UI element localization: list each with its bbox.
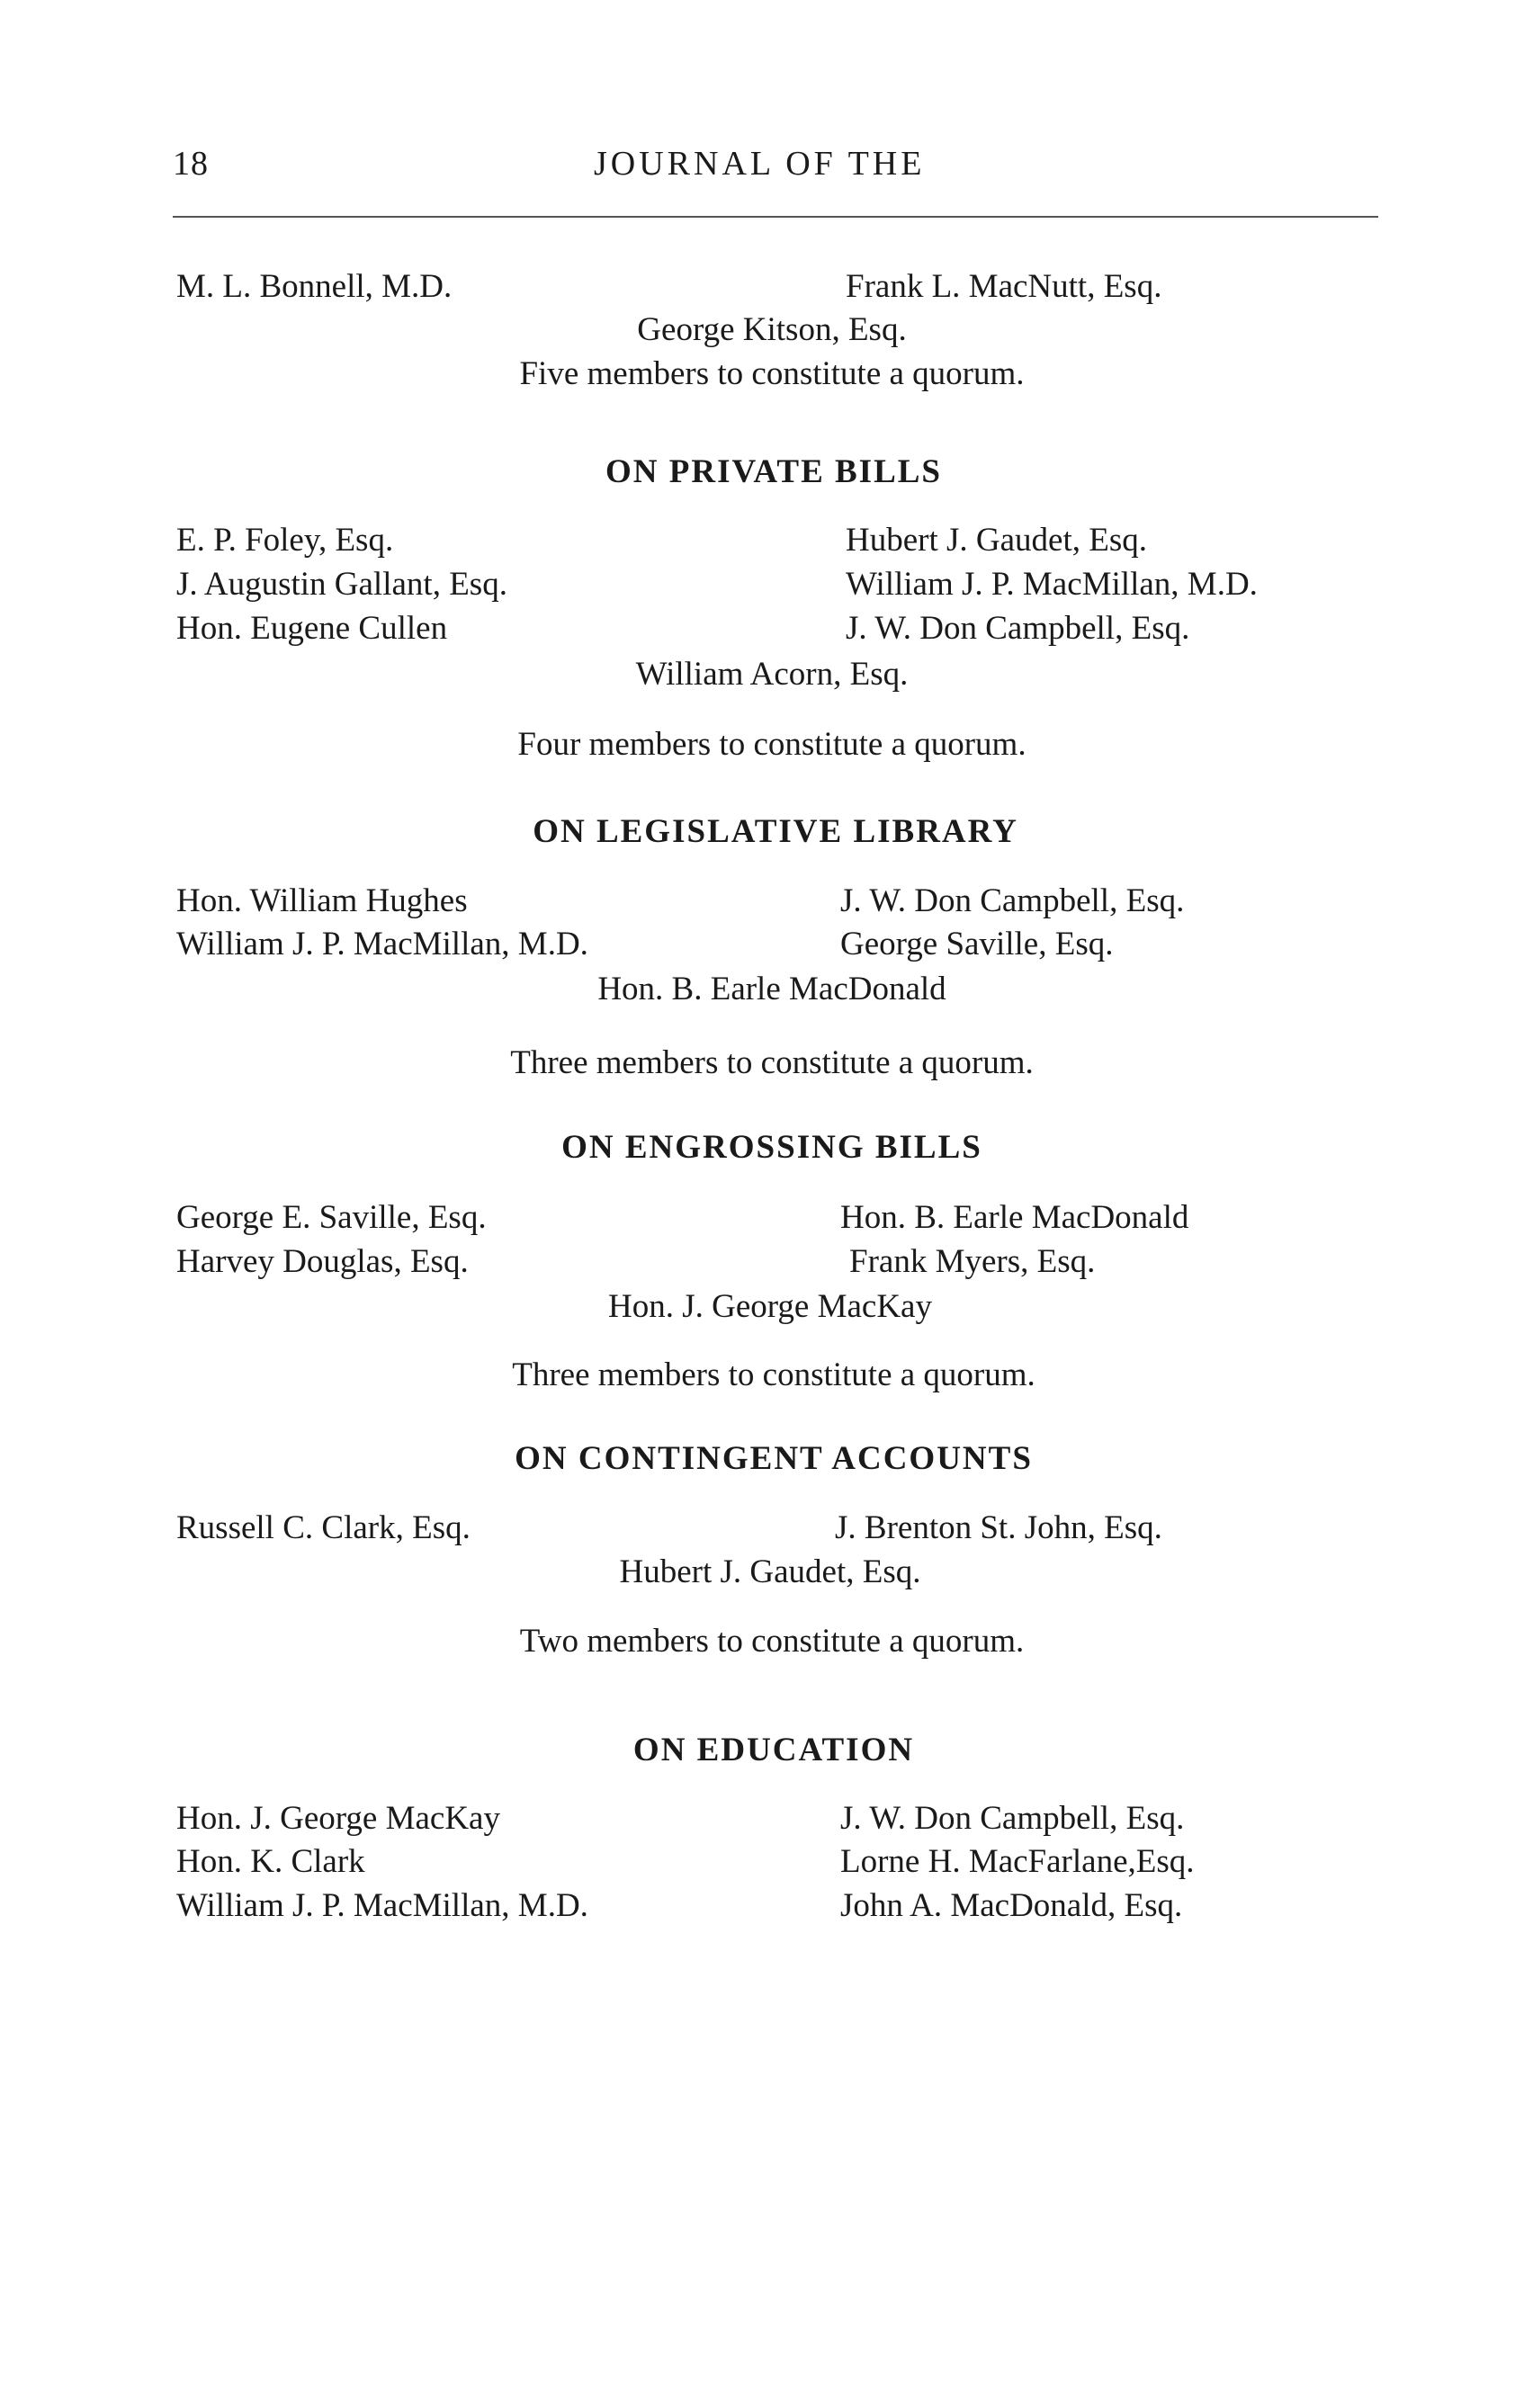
header-rule [173, 216, 1378, 218]
member-left: M. L. Bonnell, M.D. [176, 268, 453, 305]
member-right: Hubert J. Gaudet, Esq. [846, 522, 1147, 559]
quorum-note: Four members to constitute a quorum. [517, 726, 1026, 763]
member-right: Frank Myers, Esq. [849, 1243, 1096, 1280]
member-right: George Saville, Esq. [840, 926, 1114, 962]
member-left: Hon. Eugene Cullen [176, 610, 448, 647]
quorum-note: Three members to constitute a quorum. [510, 1044, 1034, 1081]
member-left: Hon. William Hughes [176, 882, 468, 919]
member-left: J. Augustin Gallant, Esq. [176, 566, 507, 603]
quorum-note: Two members to constitute a quorum. [519, 1623, 1025, 1660]
member-right: Lorne H. MacFarlane,Esq. [840, 1843, 1195, 1880]
running-title: JOURNAL OF THE [594, 145, 926, 183]
member-right: Frank L. MacNutt, Esq. [846, 268, 1162, 305]
member-center: Hon. J. George MacKay [608, 1288, 932, 1325]
section-heading-engrossing-bills: ON ENGROSSING BILLS [561, 1129, 982, 1166]
member-left: E. P. Foley, Esq. [176, 522, 394, 559]
member-center: Hubert J. Gaudet, Esq. [619, 1553, 921, 1590]
page-number: 18 [173, 145, 209, 183]
member-left: Hon. J. George MacKay [176, 1800, 500, 1837]
member-right: J. Brenton St. John, Esq. [835, 1509, 1162, 1546]
member-right: J. W. Don Campbell, Esq. [846, 610, 1190, 647]
member-center: William Acorn, Esq. [635, 656, 909, 693]
member-center: Hon. B. Earle MacDonald [597, 971, 946, 1007]
quorum-note: Three members to constitute a quorum. [512, 1356, 1035, 1393]
member-right: William J. P. MacMillan, M.D. [846, 566, 1258, 603]
member-left: Russell C. Clark, Esq. [176, 1509, 471, 1546]
member-left: Harvey Douglas, Esq. [176, 1243, 469, 1280]
member-right: J. W. Don Campbell, Esq. [840, 882, 1185, 919]
member-left: George E. Saville, Esq. [176, 1199, 487, 1236]
member-left: Hon. K. Clark [176, 1843, 365, 1880]
section-heading-private-bills: ON PRIVATE BILLS [605, 453, 943, 490]
section-heading-legislative-library: ON LEGISLATIVE LIBRARY [533, 813, 1018, 850]
member-right: John A. MacDonald, Esq. [840, 1887, 1183, 1924]
member-right: J. W. Don Campbell, Esq. [840, 1800, 1185, 1837]
member-left: William J. P. MacMillan, M.D. [176, 1887, 588, 1924]
section-heading-contingent-accounts: ON CONTINGENT ACCOUNTS [515, 1440, 1033, 1477]
member-center: George Kitson, Esq. [637, 311, 907, 348]
section-heading-education: ON EDUCATION [632, 1732, 915, 1768]
member-left: William J. P. MacMillan, M.D. [176, 926, 588, 962]
quorum-note: Five members to constitute a quorum. [519, 355, 1025, 392]
member-right: Hon. B. Earle MacDonald [840, 1199, 1189, 1236]
